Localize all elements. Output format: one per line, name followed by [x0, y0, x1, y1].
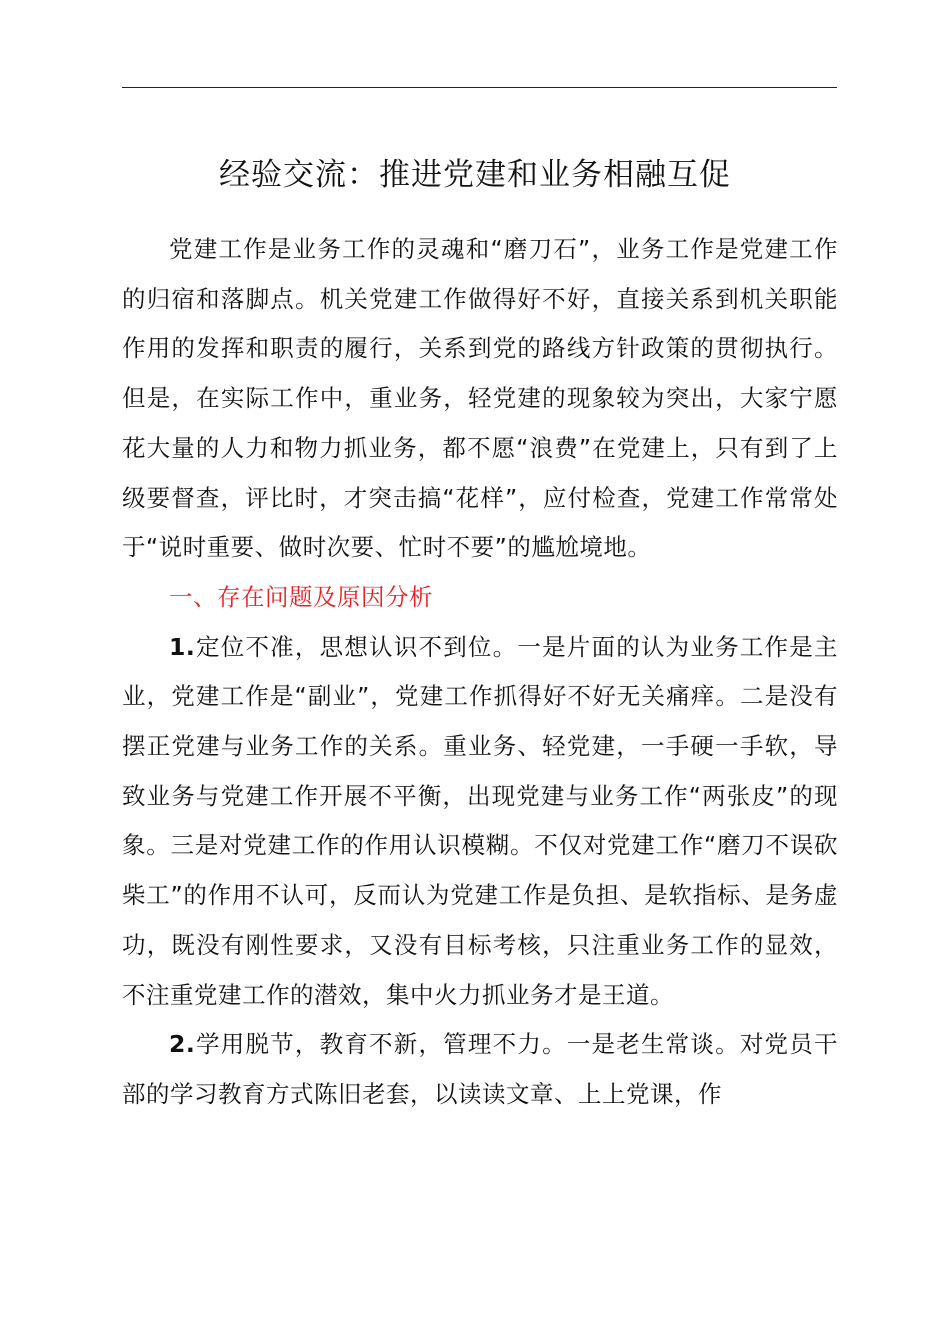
header-rule [122, 87, 837, 88]
issue-number-2: 2. [169, 1030, 196, 1059]
section-heading-text: 一、存在问题及原因分析 [169, 582, 433, 611]
section-heading [122, 573, 838, 623]
issue-number-1: 1. [169, 632, 196, 661]
issue-paragraph-1 [122, 623, 838, 1021]
issue-text-1: 定位不准，思想认识不到位。一是片面的认为业务工作是主业，党建工作是“副业”，党建工作抓得好不好无关痛痒。二是没有摆正党建与业务工作的关系。重业务、轻党建，一手硬一手软，导致业务与党建工作开展不平衡，出现党建与业务工作“两张皮”的现象。三是对党建工作的作用认识模糊。不仅对党建工作“磨刀不误砍柴工”的作用不认可，反而认为党建工作是负担、是软指标、是务虚功，既没有刚性要求，又没有目标考核，只注重业务工作的显效，不注重党建工作的潜效，集中火力抓业务才是王道。 [122, 632, 838, 1009]
issue-paragraph-2 [122, 1020, 838, 1119]
issue-text-2: 学用脱节，教育不新，管理不力。一是老生常谈。对党员干部的学习教育方式陈旧老套，以读读文章、上上党课，作 [122, 1030, 838, 1108]
document-title: 经验交流：推进党建和业务相融互促 [219, 157, 731, 193]
intro-paragraph: 党建工作是业务工作的灵魂和“磨刀石”，业务工作是党建工作的归宿和落脚点。机关党建工作做得好不好，直接关系到机关职能作用的发挥和职责的履行，关系到党的路线方针政策的贯彻执行。但是，在实际工作中，重业务，轻党建的现象较为突出，大家宁愿花大量的人力和物力抓业务，都不愿“浪费”在党建上，只有到了上级要督查，评比时，才突击搞“花样”，应付检查，党建工作常常处于“说时重要、做时次要、忙时不要”的尴尬境地。 [122, 235, 838, 562]
document-body [122, 225, 838, 1120]
